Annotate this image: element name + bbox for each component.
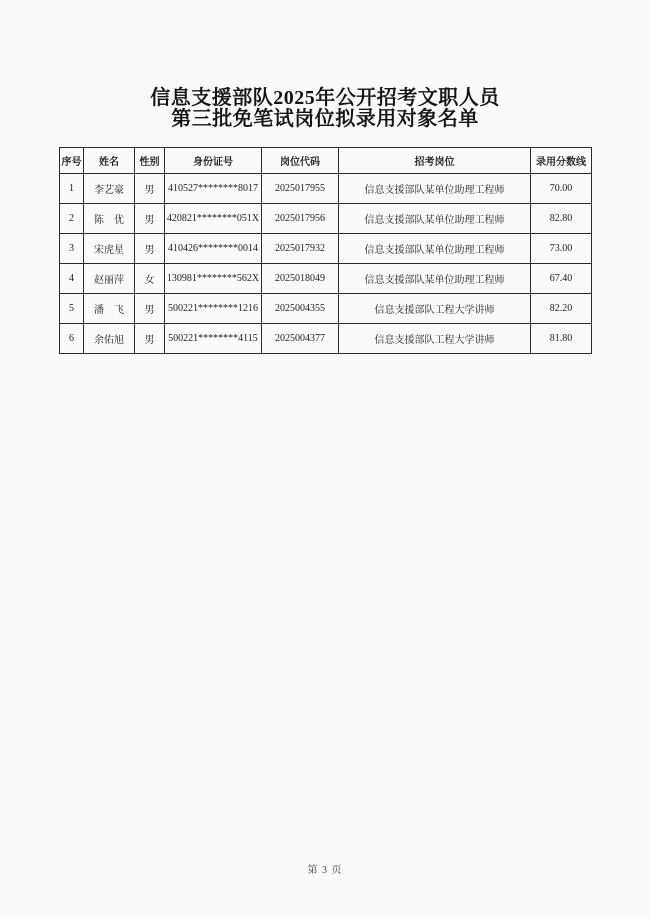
cell-seq: 1	[60, 174, 84, 204]
cell-id-number: 500221********4115	[165, 324, 262, 354]
cell-score-line: 73.00	[531, 234, 592, 264]
cell-score-line: 81.80	[531, 324, 592, 354]
header-cell-name: 姓名	[84, 148, 135, 174]
cell-gender: 男	[135, 234, 165, 264]
header-cell-seq: 序号	[60, 148, 84, 174]
cell-name: 潘 飞	[84, 294, 135, 324]
cell-id-number: 410426********0014	[165, 234, 262, 264]
cell-position: 信息支援部队某单位助理工程师	[339, 264, 531, 294]
cell-score-line: 82.80	[531, 204, 592, 234]
cell-id-number: 500221********1216	[165, 294, 262, 324]
cell-gender: 男	[135, 294, 165, 324]
cell-seq: 6	[60, 324, 84, 354]
cell-position-code: 2025017932	[262, 234, 339, 264]
page-number: 第 3 页	[307, 865, 343, 876]
table-row	[60, 264, 592, 294]
cell-position: 信息支援部队工程大学讲师	[339, 294, 531, 324]
cell-position: 信息支援部队工程大学讲师	[339, 324, 531, 354]
cell-position: 信息支援部队某单位助理工程师	[339, 234, 531, 264]
table-row	[60, 324, 592, 354]
table-row	[60, 174, 592, 204]
table-row	[60, 234, 592, 264]
cell-name: 李艺豪	[84, 174, 135, 204]
cell-seq: 3	[60, 234, 84, 264]
cell-score-line: 70.00	[531, 174, 592, 204]
cell-gender: 男	[135, 174, 165, 204]
cell-position-code: 2025004377	[262, 324, 339, 354]
title-line-1: 信息支援部队2025年公开招考文职人员	[150, 87, 500, 109]
cell-position-code: 2025017955	[262, 174, 339, 204]
document-title	[0, 88, 650, 130]
page-footer	[0, 861, 650, 876]
cell-position: 信息支援部队某单位助理工程师	[339, 174, 531, 204]
cell-id-number: 410527********8017	[165, 174, 262, 204]
cell-name: 赵丽萍	[84, 264, 135, 294]
cell-name: 宋虎星	[84, 234, 135, 264]
cell-gender: 男	[135, 324, 165, 354]
cell-gender: 女	[135, 264, 165, 294]
cell-seq: 4	[60, 264, 84, 294]
header-cell-position-code: 岗位代码	[262, 148, 339, 174]
cell-seq: 5	[60, 294, 84, 324]
roster-table	[59, 147, 592, 354]
cell-gender: 男	[135, 204, 165, 234]
cell-score-line: 82.20	[531, 294, 592, 324]
header-cell-id-number: 身份证号	[165, 148, 262, 174]
cell-seq: 2	[60, 204, 84, 234]
header-cell-score-line: 录用分数线	[531, 148, 592, 174]
cell-name: 陈 优	[84, 204, 135, 234]
table-row	[60, 204, 592, 234]
header-cell-gender: 性别	[135, 148, 165, 174]
cell-position: 信息支援部队某单位助理工程师	[339, 204, 531, 234]
header-cell-position: 招考岗位	[339, 148, 531, 174]
cell-id-number: 420821********051X	[165, 204, 262, 234]
cell-position-code: 2025004355	[262, 294, 339, 324]
cell-id-number: 130981********562X	[165, 264, 262, 294]
table-row	[60, 294, 592, 324]
cell-position-code: 2025017956	[262, 204, 339, 234]
cell-position-code: 2025018049	[262, 264, 339, 294]
title-line-2: 第三批免笔试岗位拟录用对象名单	[171, 108, 479, 130]
cell-score-line: 67.40	[531, 264, 592, 294]
table-header-row	[60, 148, 592, 174]
cell-name: 余佑旭	[84, 324, 135, 354]
